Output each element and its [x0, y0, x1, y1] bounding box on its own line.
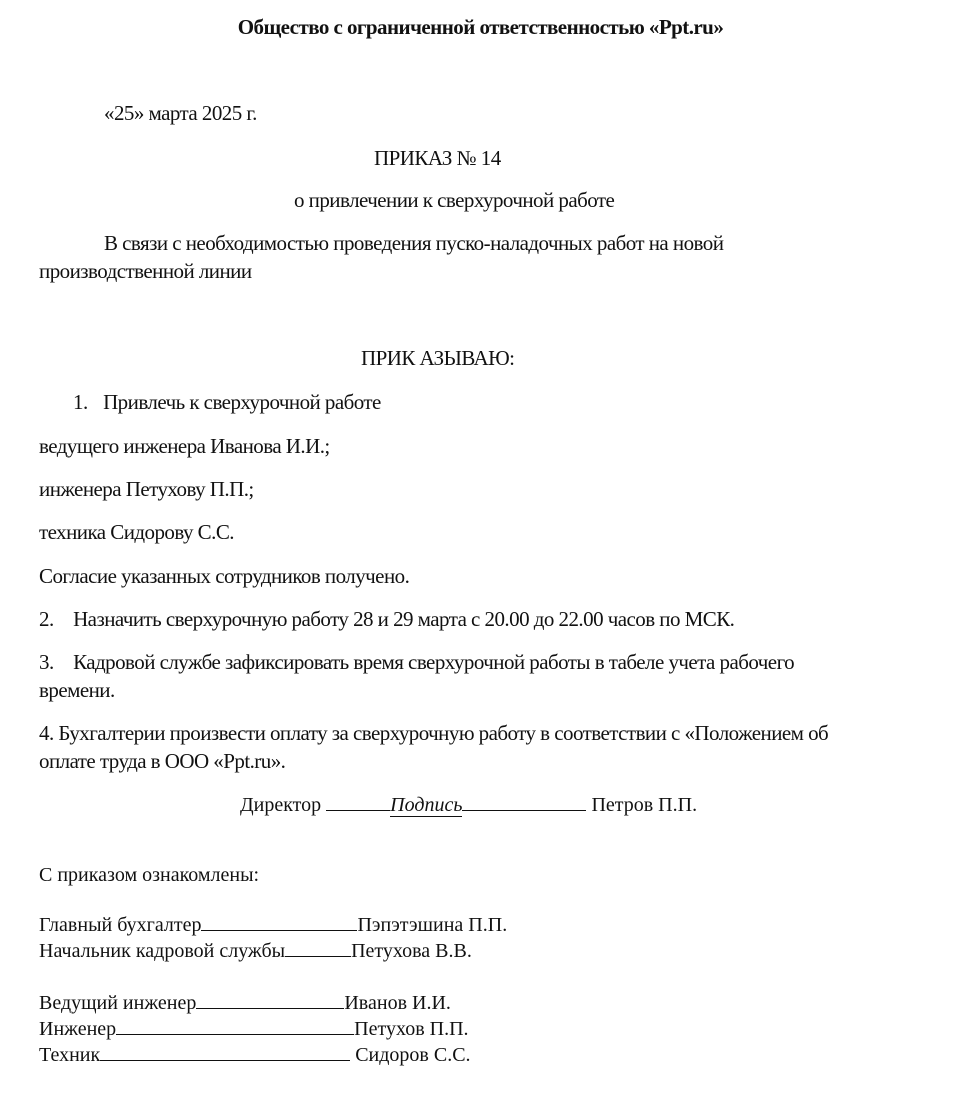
item-4-number: 4. — [39, 721, 54, 745]
acquainted-position: Инженер — [39, 1018, 117, 1040]
acquainted-name: Пэпэтэшина П.П. — [357, 914, 508, 936]
preamble-line-1: В связи с необходимостью проведения пуско-наладочных работ на новой — [104, 231, 724, 255]
order-subject: о привлечении к сверхурочной работе — [294, 188, 615, 212]
employee-2: инженера Петухову П.П.; — [39, 477, 254, 501]
consent-note: Согласие указанных сотрудников получено. — [39, 564, 410, 588]
acquainted-row — [39, 1016, 469, 1041]
signature-line — [100, 1042, 350, 1061]
item-4 — [39, 720, 828, 746]
item-4-text-line-1: Бухгалтерии произвести оплату за сверхурочную работу в соответствии с «Положением об — [58, 721, 829, 745]
item-2-text: Назначить сверхурочную работу 28 и 29 марта с 20.00 до 22.00 часов по МСК. — [73, 607, 735, 631]
acquainted-name: Иванов И.И. — [344, 992, 451, 1014]
preamble-line-2: производственной линии — [39, 259, 252, 283]
item-3-text-line-2: времени. — [39, 678, 115, 702]
item-1 — [73, 389, 381, 415]
acquainted-position: Ведущий инженер — [39, 992, 197, 1014]
director-signature-row — [240, 792, 697, 818]
employee-1: ведущего инженера Иванова И.И.; — [39, 434, 330, 458]
signature-line — [462, 792, 586, 811]
signature-line — [196, 990, 344, 1009]
director-title: Директор — [240, 794, 322, 816]
item-3 — [39, 649, 794, 675]
acquainted-position: Начальник кадровой службы — [39, 940, 286, 962]
acquainted-row — [39, 912, 507, 937]
signature-line — [326, 792, 390, 811]
signature-line — [201, 912, 357, 931]
acquainted-header: С приказом ознакомлены: — [39, 864, 260, 886]
item-2-number: 2. — [39, 607, 54, 631]
signature-line — [116, 1016, 354, 1035]
acquainted-row — [39, 1042, 471, 1067]
item-1-text: Привлечь к сверхурочной работе — [103, 390, 381, 414]
acquainted-name: Петухова В.В. — [351, 940, 472, 962]
item-3-text-line-1: Кадровой службе зафиксировать время сверхурочной работы в табеле учета рабочего — [73, 650, 795, 674]
employee-3: техника Сидорову С.С. — [39, 520, 234, 544]
acquainted-position: Главный бухгалтер — [39, 914, 202, 936]
signature-line — [285, 938, 351, 957]
acquainted-position: Техник — [39, 1044, 101, 1066]
acquainted-name: Петухов П.П. — [354, 1018, 469, 1040]
item-4-text-line-2: оплате труда в ООО «Ppt.ru». — [39, 749, 286, 773]
item-1-number: 1. — [73, 390, 88, 414]
acquainted-row — [39, 938, 472, 963]
director-signature: Подпись — [390, 794, 463, 816]
item-3-number: 3. — [39, 650, 54, 674]
acquainted-row — [39, 990, 451, 1015]
acquainted-name: Сидоров С.С. — [355, 1044, 471, 1066]
order-title: ПРИКАЗ № 14 — [374, 146, 501, 170]
order-word: ПРИК АЗЫВАЮ: — [361, 346, 515, 370]
org-header: Общество с ограниченной ответственностью «Ppt.ru» — [237, 15, 724, 39]
director-name: Петров П.П. — [591, 794, 698, 816]
order-date: «25» марта 2025 г. — [104, 101, 257, 125]
item-2 — [39, 606, 734, 632]
